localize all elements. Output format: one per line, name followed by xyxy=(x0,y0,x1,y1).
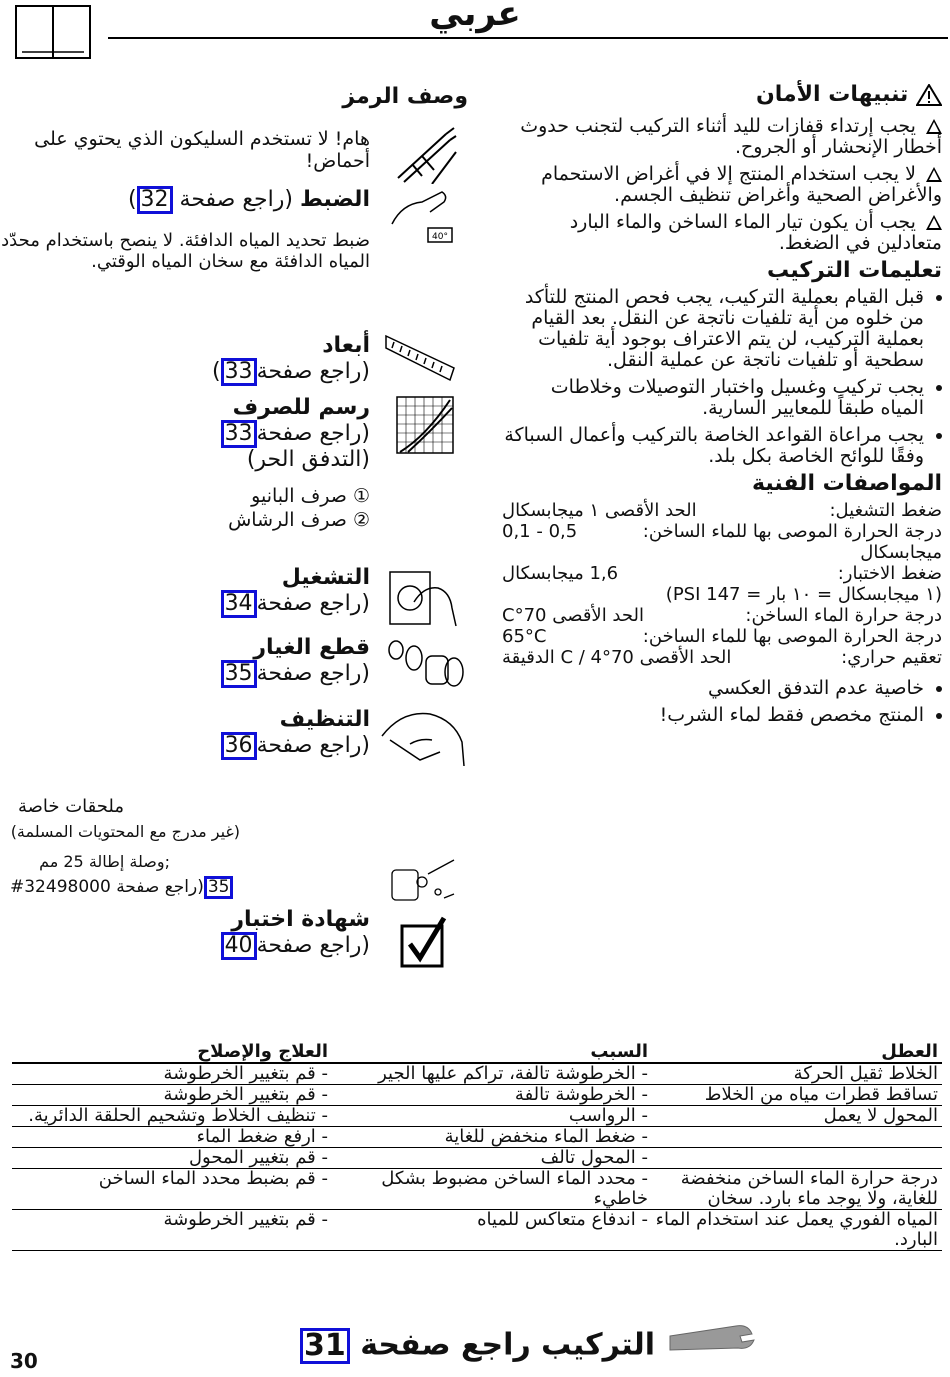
spec-row: ميجابسكال xyxy=(860,542,942,563)
install-item: • يجب تركيب وغسيل واختبار التوصيلات وخلاطات المياه طبقاً للمعايير السارية. xyxy=(502,377,924,419)
page-ref-box: 36 xyxy=(221,732,257,760)
column-header: العطل xyxy=(652,1036,942,1063)
flow-chart-icon xyxy=(396,396,454,454)
page-ref-box: 33 xyxy=(221,358,257,386)
adjust-ref: الضبط (راجع صفحة 32) xyxy=(127,187,370,212)
cleaning-hand-icon xyxy=(380,706,466,768)
spec-bullet: • خاصية عدم التدفق العكسي xyxy=(502,678,924,699)
safety-heading: تنبيهات الأمان xyxy=(502,84,942,106)
column-header: السبب xyxy=(332,1036,652,1063)
flow-item: ② صرف الرشاش xyxy=(228,509,370,531)
spec-row: ضغط التشغيل: الحد الأقصى ١ ميجابسكال xyxy=(502,500,942,521)
spare-parts-ref: قطع الغيار (راجع صفحة35 xyxy=(221,636,370,688)
spec-row: تعقيم حراري: الحد الأقصى 70°C / 4 الدقيقة xyxy=(502,647,942,668)
ruler-icon xyxy=(384,334,456,386)
page-ref-box: 31 xyxy=(300,1328,350,1364)
extension-icon xyxy=(386,852,460,908)
certificate-ref: شهادة اختبار (راجع صفحة40 xyxy=(221,908,370,960)
spec-row: درجة الحرارة الموصى بها للماء الساخن: 65°C xyxy=(502,626,942,647)
table-row: - ضغط الماء منخفض للغاية - ارفع ضغط الماء xyxy=(12,1127,942,1148)
warning-icon xyxy=(926,167,942,182)
warning-icon xyxy=(926,119,942,134)
table-row: - المحول تالف - قم بتغيير المحول xyxy=(12,1148,942,1169)
wrench-icon xyxy=(666,1322,756,1370)
page-ref-box: 35 xyxy=(204,876,234,899)
flow-item: ① صرف البانيو xyxy=(251,485,370,507)
table-header-row xyxy=(12,1036,942,1063)
dimensions-ref: أبعاد (راجع صفحة33) xyxy=(211,333,370,384)
table-row: درجة حرارة الماء الساخن منخفضة للغاية، ولا يوجد ماء بارد. سخان - محدد الماء الساخن مضبوط بشكل خاطيء - قم بضبط محدد الماء الساخن xyxy=(12,1169,942,1210)
page-ref-box: 40 xyxy=(221,932,257,960)
install-item: • قبل القيام بعملية التركيب، يجب فحص المنتج للتأكد من خلوه من أية تلفيات ناتجة عن النقل. بعد القيام بعملية التركيب، لن يتم الاعتراف بوجود أية تلفيات سطحية أو تلفيات ناتجة عن عملية النقل. xyxy=(502,287,924,371)
silicone-warning: هام! لا تستخدم السليكون الذي يحتوي على أحماض! xyxy=(34,128,370,172)
column-header: العلاج والإصلاح xyxy=(12,1036,332,1063)
warning-icon xyxy=(926,215,942,230)
silicone-gun-icon xyxy=(392,124,458,184)
adjust-note: ضبط تحديد المياه الدافئة. لا ينصح باستخدام محدّد المياه الدافئة مع سخان المياه الوقتي. xyxy=(1,230,370,272)
open-book-icon xyxy=(14,4,92,60)
temperature-adjust-icon xyxy=(388,184,460,248)
svg-text:40°: 40° xyxy=(432,232,448,242)
symbols-heading: وصف الرمز xyxy=(342,84,468,109)
checkbox-certificate-icon xyxy=(400,916,448,968)
install-heading: تعليمات التركيب xyxy=(767,258,942,283)
table-row: المحول لا يعمل - الرواسب - تنظيف الخلاط وتشحيم الحلقة الدائرية. xyxy=(12,1106,942,1127)
table-row: تساقط قطرات مياه من الخلاط - الخرطوشة تالفة - قم بتغيير الخرطوشة xyxy=(12,1085,942,1106)
page-ref-box: 35 xyxy=(221,660,257,688)
safety-item: يجب أن يكون تيار الماء الساخن والماء البارد متعادلين في الضغط. xyxy=(569,211,942,254)
spec-row: درجة حرارة الماء الساخن: الحد الأقصى 70°C xyxy=(502,605,942,626)
accessories-title: ملحقات خاصة xyxy=(17,796,124,817)
specs-table xyxy=(502,500,942,668)
accessories-note: (غير مدرج مع المحتويات المسلمة) xyxy=(10,822,240,841)
accessories-item: ;وصلة إطالة 25 مم xyxy=(39,852,170,871)
install-item: • يجب مراعاة القواعد الخاصة بالتركيب وأعمال السباكة وفقًا للوائح الخاصة بكل بلد. xyxy=(502,425,924,467)
operation-hand-icon xyxy=(388,568,460,628)
troubleshooting-table xyxy=(12,1036,942,1251)
safety-item: لا يجب استخدام المنتج إلا في أغراض الاستحمام والأغراض الصحية وأغراض تنظيف الجسم. xyxy=(541,163,942,206)
spec-row: درجة الحرارة الموصى بها للماء الساخن: 0,1 - 0,5 xyxy=(502,521,942,542)
flow-items xyxy=(228,484,370,532)
table-row: الخلاط ثقيل الحركة - الخرطوشة تالفة، تراكم عليها الجير - قم بتغيير الخرطوشة xyxy=(12,1063,942,1085)
spec-row: (١ ميجابسكال = ١٠ بار = 147 PSI) xyxy=(665,584,942,605)
spare-parts-icon xyxy=(386,638,466,690)
page-number: 30 xyxy=(10,1349,38,1373)
flow-ref: رسم للصرف (راجع صفحة33 (التدفق الحر) xyxy=(221,396,370,472)
page-ref-box: 33 xyxy=(221,420,257,448)
safety-section xyxy=(502,84,942,732)
page-language-title: عربي xyxy=(429,0,521,34)
page-ref-box: 32 xyxy=(137,186,173,214)
table-row: المياه الفوري يعمل عند استخدام الماء البارد. - اندفاع متعاكس للمياه - قم بتغيير الخرطوشة xyxy=(12,1210,942,1251)
accessories-code: #32498000 راجع صفحة) 35 xyxy=(10,876,233,899)
installation-ref: التركيب راجع صفحة 31 xyxy=(300,1322,756,1370)
safety-item: يجب إرتداء قفازات لليد أثناء التركيب لتجنب حدوث أخطار الإنحشار أو الجروح. xyxy=(520,115,942,158)
spec-row: ضغط الاختبار: 1,6 ميجابسكال xyxy=(502,563,942,584)
page-ref-box: 34 xyxy=(221,590,257,618)
cleaning-ref: التنظيف (راجع صفحة36 xyxy=(221,708,370,760)
specs-heading: المواصفات الفنية xyxy=(752,471,942,496)
spec-bullet: • المنتج مخصص فقط لماء الشرب! xyxy=(502,705,924,726)
operation-ref: التشغيل (راجع صفحة34 xyxy=(221,566,370,618)
warning-icon xyxy=(916,84,942,106)
header-rule xyxy=(108,37,948,39)
